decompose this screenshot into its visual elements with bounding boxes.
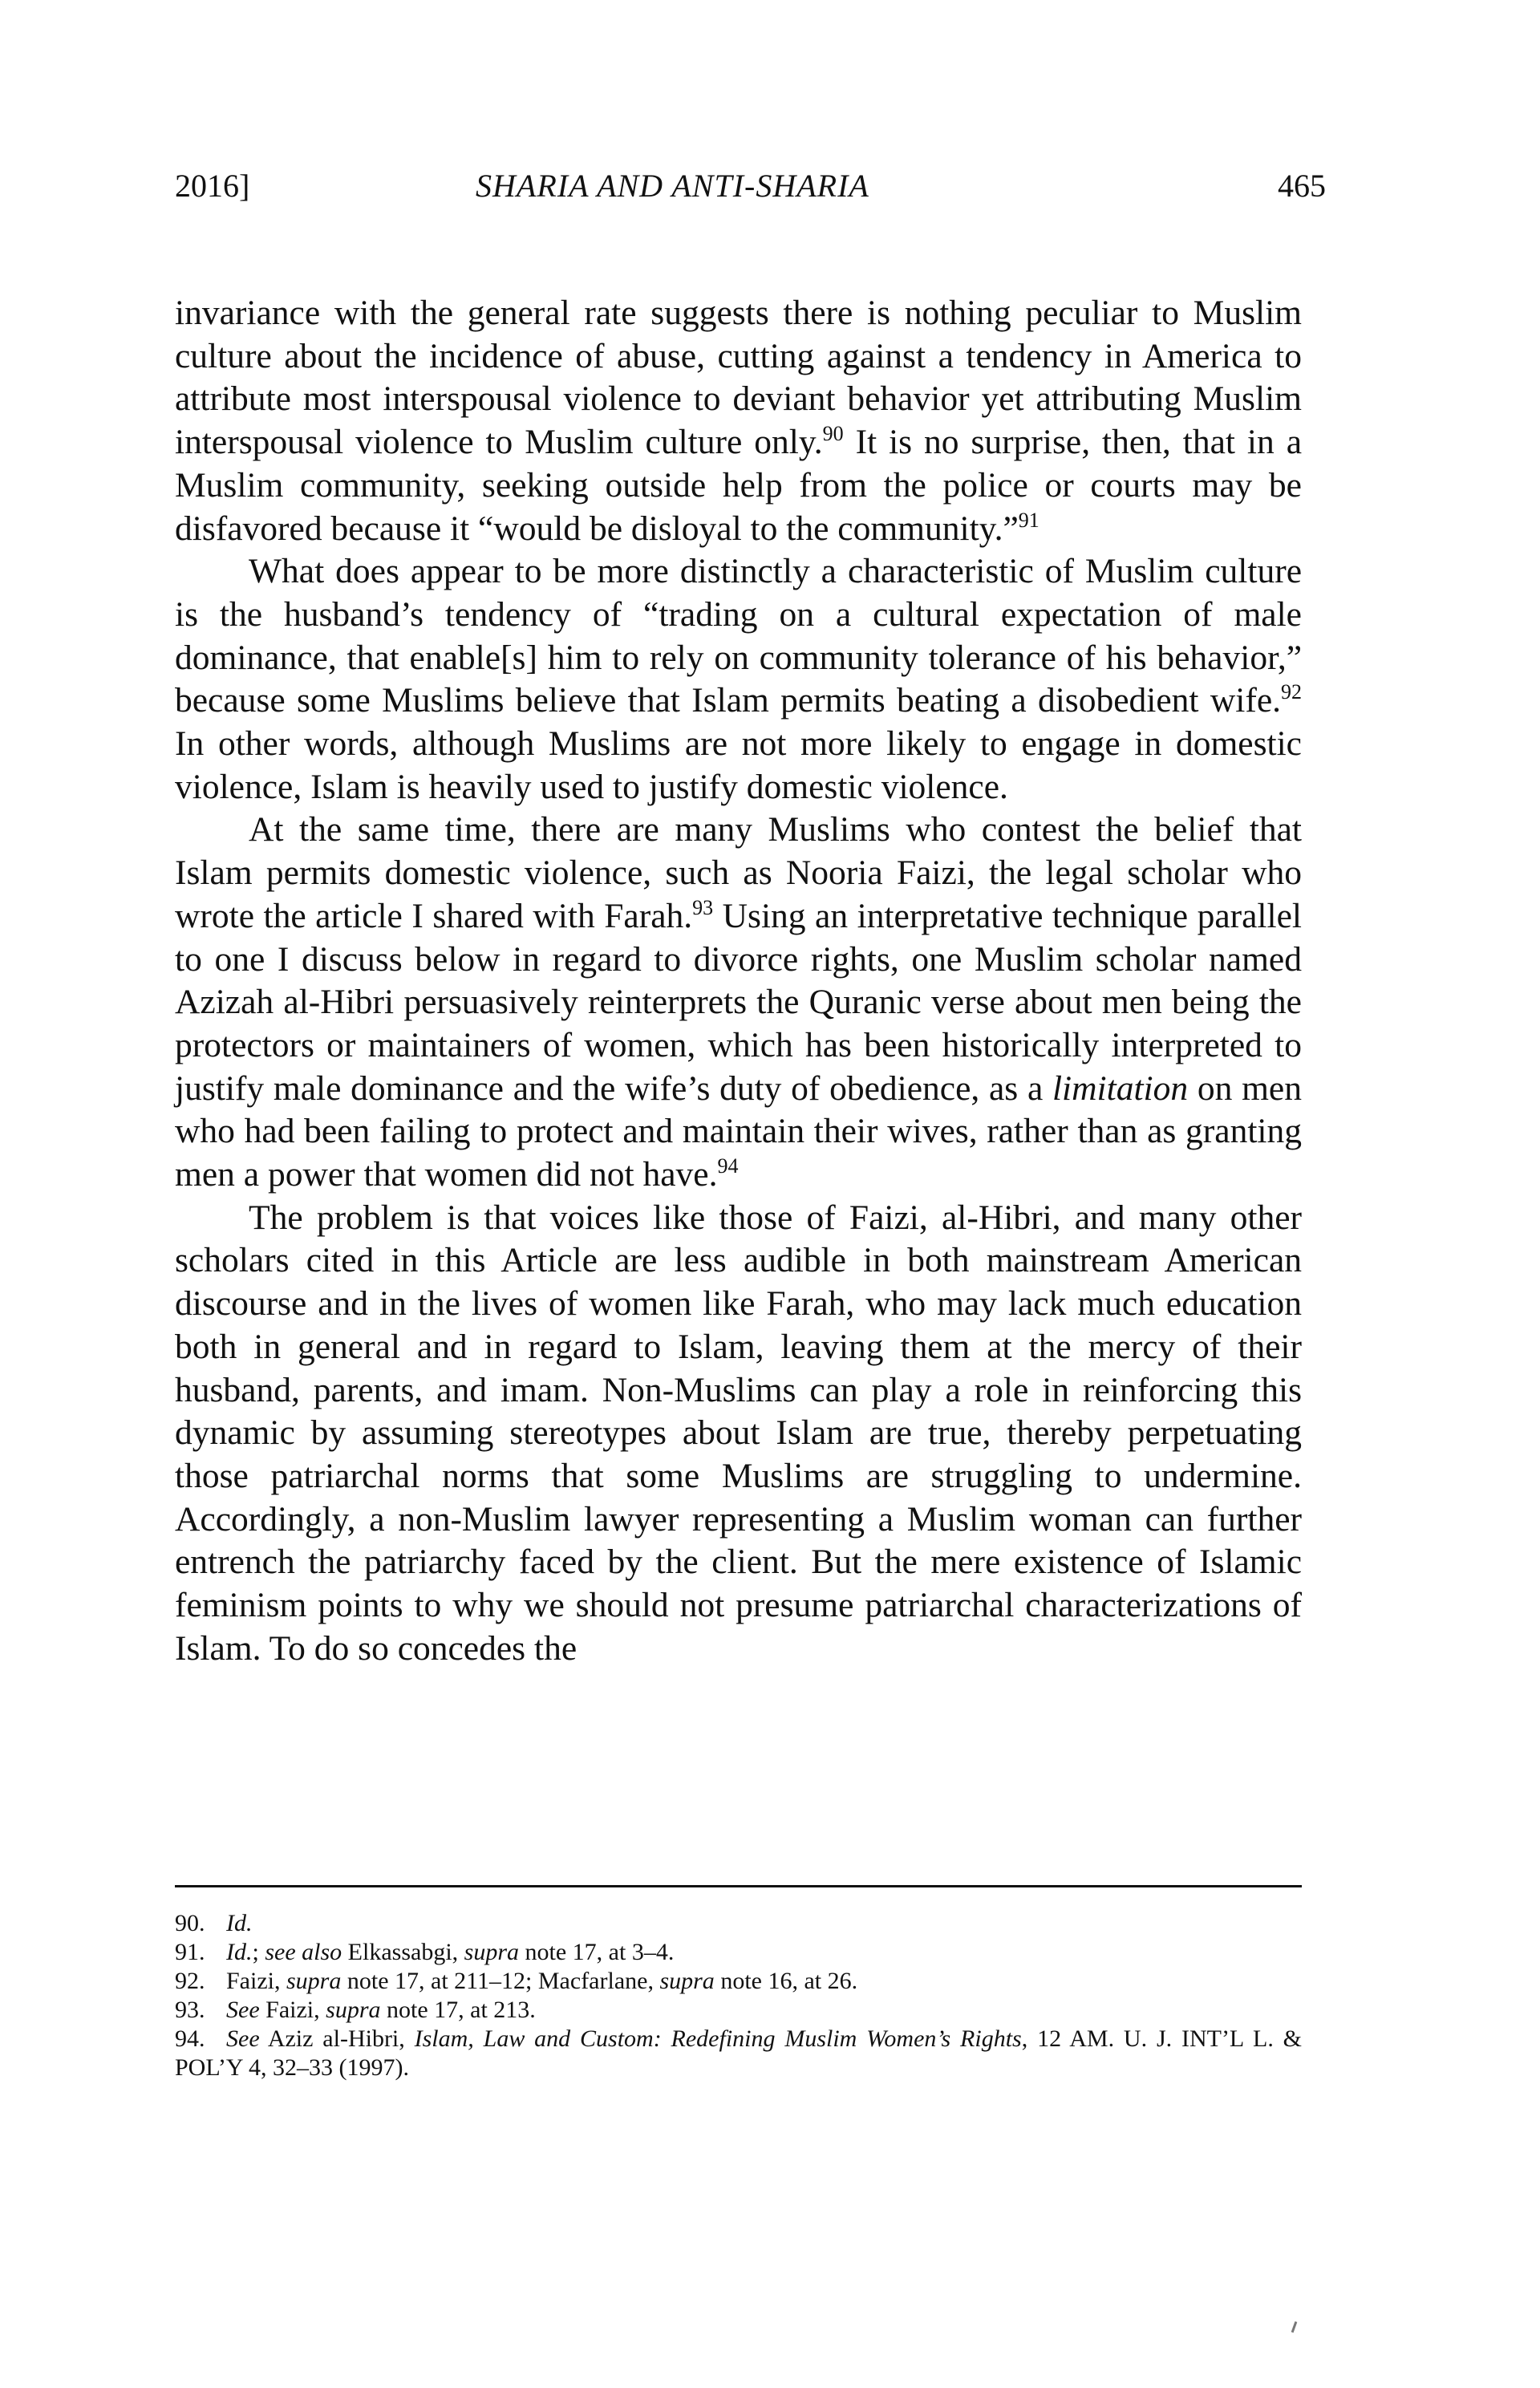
text-run: , 12 AM. U. J. INT’L L. & POL’Y 4, 32–33 (1997).	[175, 2025, 1302, 2081]
body-text	[175, 292, 1302, 1671]
paragraph	[175, 550, 1302, 809]
footnote-ref: 92	[1281, 680, 1302, 704]
italic-text: supra	[464, 1939, 520, 1965]
italic-text: Id.	[226, 1939, 253, 1965]
footnote-ref: 93	[692, 895, 714, 919]
text-run: In other words, although Muslims are not more likely to engage in domestic violence, Islam is heavily used to justify domestic violence.	[175, 724, 1302, 806]
text-run: It is no surprise, then, that in a Muslim community, seeking outside help from the police or courts may be disfavored because it “would be disloyal to the community.”	[175, 423, 1303, 548]
header-title: SHARIA AND ANTI-SHARIA	[476, 168, 869, 204]
italic-text: See	[226, 1997, 260, 2023]
italic-text: Islam, Law and Custom: Redefining Muslim Women’s Rights	[414, 2025, 1022, 2052]
footnote-ref: 91	[1018, 508, 1040, 532]
text-run: At the same time, there are many Muslims who contest the belief that Islam permits domestic violence, such as Nooria Faizi, the legal scholar who wrote the article I shared with Farah.	[175, 810, 1302, 935]
footnote-ref: 90	[822, 422, 844, 446]
footnote	[175, 1996, 1302, 2025]
paragraph	[175, 292, 1302, 550]
text-run: Elkassabgi,	[342, 1939, 464, 1965]
text-run: The problem is that voices like those of Faizi, al-Hibri, and many other scholars cited in this Article are less audible in both mainstream American discourse and in the lives of women like Farah, who may lack much education both in general and in regard to Islam, leaving them at the mercy of their husband, parents, and imam. Non-Muslims can play a role in reinforcing this dynamic by assuming stereotypes about Islam are true, thereby perpetuating those patriarchal norms that some Muslims are struggling to undermine. Accordingly, a non-Muslim lawyer representing a Muslim woman can further entrench the patriarchy faced by the client. But the mere existence of Islamic feminism points to why we should not presume patriarchal characterizations of Islam. To do so concedes the	[175, 1198, 1302, 1668]
paragraph	[175, 1197, 1302, 1671]
text-run: note 17, at 213.	[380, 1997, 536, 2023]
footnote-number: 92.	[175, 1968, 205, 1994]
italic-text: supra	[286, 1968, 342, 1994]
footnote-ref: 94	[717, 1154, 739, 1178]
text-run: note 17, at 211–12; Macfarlane,	[341, 1968, 660, 1994]
text-run: Using an interpretative technique parallel to one I discuss below in regard to divorce rights, one Muslim scholar named Azizah al-Hibri persuasively reinterprets the Quranic verse about men being the protectors or maintainers of women, which has been historically interpreted to justify male dominance and the wife’s duty of obedience, as a	[175, 896, 1302, 1108]
text-run: note 17, at 3–4.	[519, 1939, 675, 1965]
footnote-number: 94.	[175, 2025, 205, 2052]
page-number: 465	[1278, 168, 1326, 204]
italic-text: supra	[326, 1997, 381, 2023]
italic-text: Id.	[226, 1910, 253, 1936]
footnote-number: 90.	[175, 1910, 205, 1936]
text-run: ;	[252, 1939, 265, 1965]
footnote-number: 91.	[175, 1939, 205, 1965]
footnote	[175, 1967, 1302, 1996]
footnote	[175, 1938, 1302, 1967]
text-run: Faizi,	[259, 1997, 326, 2023]
header-year: 2016]	[175, 168, 250, 204]
text-run: Faizi,	[226, 1968, 286, 1994]
footnotes	[175, 1909, 1302, 2082]
italic-text: see also	[265, 1939, 342, 1965]
scan-mark	[1291, 2321, 1298, 2333]
paragraph	[175, 809, 1302, 1196]
footnote	[175, 1909, 1302, 1938]
italic-text: See	[226, 2025, 260, 2052]
italic-text: supra	[659, 1968, 715, 1994]
footnote-divider	[175, 1885, 1302, 1887]
italic-text: limitation	[1052, 1068, 1189, 1108]
text-run: Aziz al-Hibri,	[259, 2025, 415, 2052]
footnote-number: 93.	[175, 1997, 205, 2023]
text-run: What does appear to be more distinctly a characteristic of Muslim culture is the husband’s tendency of “trading on a cultural expectation of male dominance, that enable[s] him to rely on community tolerance of his behavior,” because some Muslims believe that Islam permits beating a disobedient wife.	[175, 552, 1302, 720]
text-run: on men who had been failing to protect and maintain their wives, rather than as granting men a power that women did not have.	[175, 1068, 1302, 1194]
running-header	[175, 167, 1326, 215]
text-run: invariance with the general rate suggests there is nothing peculiar to Muslim culture about the incidence of abuse, cutting against a tendency in America to attribute most interspousal violence to deviant behavior yet attributing Muslim interspousal violence to Muslim culture only.	[175, 294, 1302, 462]
text-run: note 16, at 26.	[714, 1968, 858, 1994]
footnote	[175, 2025, 1302, 2082]
